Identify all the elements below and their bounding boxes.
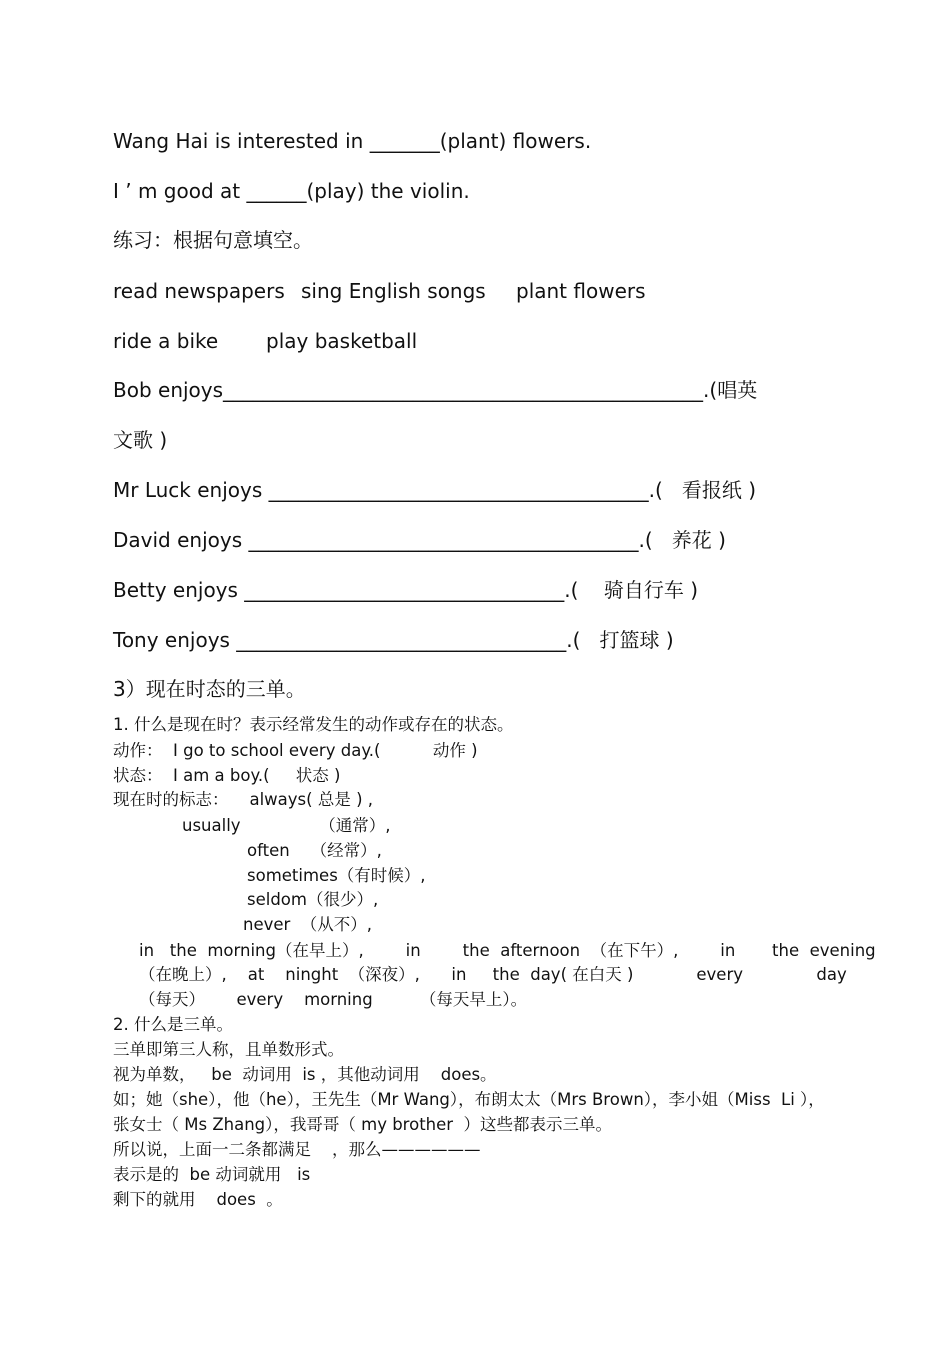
fill-in-tony: Tony enjoys _________________________________.( 打篮球 ) xyxy=(113,628,674,652)
word-bank-play-basketball: play basketball xyxy=(266,329,418,353)
conclusion-line-1: 所以说，上面一二条都满足 ，那么—————— xyxy=(113,1140,481,1159)
fill-in-david: David enjoys _______________________________________.( 养花 ) xyxy=(113,528,726,552)
practice-heading: 练习：根据句意填空。 xyxy=(113,228,313,252)
signal-words-often: often （经常）, xyxy=(247,841,382,860)
examples-pronouns: 如；她（she），他（he），王先生（Mr Wang），布朗太太（Mrs Brown），李小姐（Miss Li ）， xyxy=(113,1090,825,1109)
definition-third-person-singular: 三单即第三人称，且单数形式。 xyxy=(113,1040,344,1059)
fill-in-bob: Bob enjoys________________________________________________.(唱英 xyxy=(113,378,758,402)
fill-in-betty: Betty enjoys ________________________________.( 骑自行车 ) xyxy=(113,578,699,602)
fill-in-mr-luck: Mr Luck enjoys ______________________________________.( 看报纸 ) xyxy=(113,478,757,502)
time-phrases-line-3: （每天） every morning （每天早上）。 xyxy=(139,990,528,1009)
section-heading-third-person: 3）现在时态的三单。 xyxy=(113,677,306,701)
signal-words-always: 现在时的标志： always( 总是 ) , xyxy=(113,790,373,809)
fill-in-bob-continued: 文歌 ) xyxy=(113,428,168,452)
conclusion-line-2: 表示是的 be 动词就用 is xyxy=(113,1165,311,1184)
signal-words-sometimes: sometimes（有时候）, xyxy=(247,866,426,885)
question-present-tense: 1. 什么是现在时？表示经常发生的动作或存在的状态。 xyxy=(113,715,514,734)
word-bank-ride-a-bike: ride a bike xyxy=(113,329,219,353)
word-bank-read-newspapers: read newspapers xyxy=(113,279,285,303)
conclusion-line-3: 剩下的就用 does 。 xyxy=(113,1190,283,1209)
exercise-sentence-plant: Wang Hai is interested in _______(plant) flowers. xyxy=(113,129,592,153)
examples-pronouns-continued: 张女士（ Ms Zhang），我哥哥（ my brother ）这些都表示三单。 xyxy=(113,1115,613,1134)
word-bank-sing-english-songs: sing English songs xyxy=(301,279,486,303)
question-third-person-singular: 2. 什么是三单。 xyxy=(113,1015,233,1034)
time-phrases-line-1: in the morning（在早上）, in the afternoon （在下午）, in the evening xyxy=(139,941,876,960)
signal-words-seldom: seldom（很少）, xyxy=(247,890,379,909)
word-bank-plant-flowers: plant flowers xyxy=(516,279,646,303)
signal-words-never: never （从不）, xyxy=(243,915,373,934)
example-state: 状态： I am a boy.( 状态 ) xyxy=(113,766,341,785)
exercise-sentence-play: I ’ m good at ______(play) the violin. xyxy=(113,179,470,203)
example-action: 动作： I go to school every day.( 动作 ) xyxy=(113,741,478,760)
time-phrases-line-2: （在晚上）, at ninght （深夜）, in the day( 在白天 ) every day xyxy=(139,965,847,984)
signal-words-usually: usually （通常）, xyxy=(182,816,391,835)
rule-be-does: 视为单数， be 动词用 is ，其他动词用 does。 xyxy=(113,1065,497,1084)
